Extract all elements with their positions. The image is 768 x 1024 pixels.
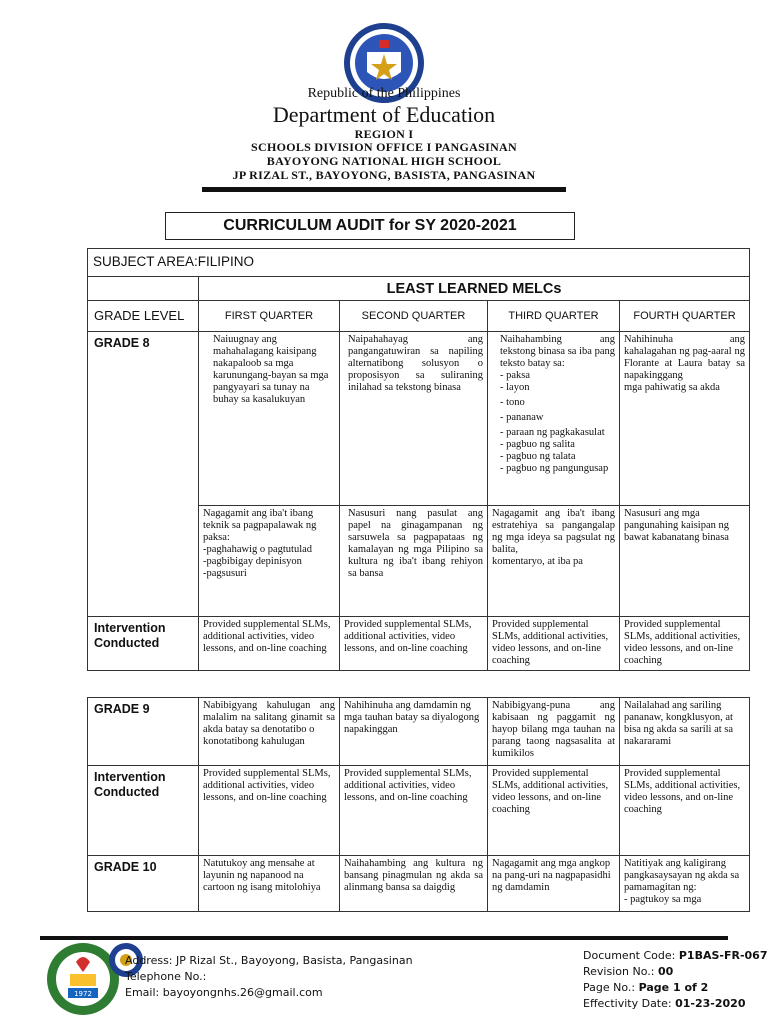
header-rule <box>202 187 566 192</box>
division-text: SCHOOLS DIVISION OFFICE I PANGASINAN <box>251 140 517 154</box>
grade8-q2-cell-2: Nasusuri nang pasulat ang papel na ginagampanan ng sarsuwela sa pagpapataas ng kamalayan ng mga Pilipino sa kultura ng iba't ibang rehiyon sa bansa <box>340 506 488 617</box>
revision-label: Revision No.: <box>583 965 655 978</box>
effectivity-value: 01-23-2020 <box>675 997 746 1010</box>
grade10-q2-cell: Naihahambing ang kultura ng bansang pinagmulan ng akda sa alinmang bansa sa daigdig <box>340 856 488 912</box>
grade10-q4-cell <box>620 856 750 912</box>
school-address: JP RIZAL ST., BAYOYONG, BASISTA, PANGASINAN <box>232 168 536 182</box>
grade9-q1-cell <box>199 698 340 766</box>
grade8-q3-intro: Naihahambing ang tekstong binasa sa iba pang teksto batay sa: <box>500 334 615 369</box>
department-title: Department of Education <box>272 102 496 127</box>
footer-address: Address: JP Rizal St., Bayoyong, Basista, Pangasinan <box>125 954 413 967</box>
quarter-header-4: FOURTH QUARTER <box>620 301 750 332</box>
grade9-q2-cell: Nahihinuha ang damdamin ng mga tauhan batay sa diyalogong napakinggan <box>340 698 488 766</box>
grade9-intervention-q1: Provided supplemental SLMs, additional activities, video lessons, and on-line coaching <box>199 766 340 856</box>
footer-telephone: Telephone No.: <box>125 970 207 983</box>
list-item: - pagbuo ng pangungusap <box>500 463 609 474</box>
grade8-q2-cell: Naipahahayag ang pangangatuwiran sa napiling alternatibong solusyon o proposisyon sa suliraning inilahad sa tekstong binasa <box>340 332 488 506</box>
grade8-q3-cell <box>488 332 620 506</box>
list-item: -pagsusuri <box>203 568 247 579</box>
grade8-q3-cell-2 <box>488 506 620 617</box>
quarter-header-1: FIRST QUARTER <box>199 301 340 332</box>
grade8-q4-cell <box>620 332 750 506</box>
footer-email: Email: bayoyongnhs.26@gmail.com <box>125 986 323 999</box>
grade9-intervention-q3: Provided supplemental SLMs, additional activities, video lessons, and on-line coaching <box>488 766 620 856</box>
grade8-q4-cell-2: Nasusuri ang mga pangunahing kaisipan ng bawat kabanatang binasa <box>620 506 750 617</box>
quarter-header-2: SECOND QUARTER <box>340 301 488 332</box>
grade9-intervention-q2: Provided supplemental SLMs, additional activities, video lessons, and on-line coaching <box>340 766 488 856</box>
subject-area: SUBJECT AREA:FILIPINO <box>88 249 750 277</box>
revision-value: 00 <box>657 965 674 978</box>
grade9-intervention-q4: Provided supplemental SLMs, additional activities, video lessons, and on-line coaching <box>620 766 750 856</box>
document-title: CURRICULUM AUDIT for SY 2020-2021 <box>165 212 575 240</box>
grade8-q3-text-2-cont: komentaryo, at iba pa <box>492 556 583 567</box>
audit-table-grade9-10 <box>87 697 750 912</box>
doc-code-value: P1BAS-FR-067 <box>678 949 768 962</box>
grade8-q1-cell-2 <box>199 506 340 617</box>
page-no-label: Page No.: <box>583 981 636 994</box>
grade10-q4-text: Natitiyak ang kaligirang pangkasaysayan ng akda sa pamamagitan ng: <box>624 858 740 893</box>
school-name: BAYOYONG NATIONAL HIGH SCHOOL <box>266 154 502 168</box>
list-item: - pagbuo ng salita <box>500 439 575 450</box>
melcs-title: LEAST LEARNED MELCs <box>199 277 750 301</box>
grade9-q1-text: Nabibigyang kahulugan ang malalim na salitang ginamit sa akda batay sa denotatibo o <box>203 700 335 735</box>
grade8-q3-text-2: Nagagamit ang iba't ibang estratehiya sa pangangalap ng mga ideya sa pagsulat ng balita, <box>492 508 615 555</box>
effectivity-label: Effectivity Date: <box>583 997 672 1010</box>
list-item: - layon <box>500 382 530 393</box>
grade8-label: GRADE 8 <box>88 332 199 617</box>
list-item: - tono <box>500 397 525 408</box>
grade10-q1-cell: Natutukoy ang mensahe at layunin ng napanood na cartoon ng isang mitolohiya <box>199 856 340 912</box>
grade9-q1-text-cont: konotatibong kahulugan <box>203 736 305 747</box>
region-text: REGION I <box>354 127 414 141</box>
grade8-q1-intro: Nagagamit ang iba't ibang teknik sa pagpapalawak ng paksa: <box>203 508 317 543</box>
grade10-q4-text-cont: - pagtukoy sa mga <box>624 894 702 905</box>
grade8-intervention-q4: Provided supplemental SLMs, additional activities, video lessons, and on-line coaching <box>620 617 750 671</box>
grade8-q1-cell: Naiuugnay ang mahahalagang kaisipang nakapaloob sa mga karunungang-bayan sa mga pangyayari sa tunay na buhay sa kasalukuyan <box>199 332 340 506</box>
republic-text: Republic of the Philippines <box>307 86 461 101</box>
grade8-q4-text-cont: mga pahiwatig sa akda <box>624 382 720 393</box>
list-item: - pagbuo ng talata <box>500 451 576 462</box>
list-item: -pagbibigay depinisyon <box>203 556 302 567</box>
grade9-label: GRADE 9 <box>88 698 199 766</box>
list-item: -paghahawig o pagtutulad <box>203 544 313 555</box>
page-no-value: Page 1 of 2 <box>638 981 709 994</box>
svg-text:1972: 1972 <box>74 990 92 998</box>
grade-level-header: GRADE LEVEL <box>88 301 199 332</box>
quarter-header-3: THIRD QUARTER <box>488 301 620 332</box>
audit-table-grade8 <box>87 248 750 671</box>
footer-contact <box>125 953 413 1001</box>
footer-rule <box>40 936 728 940</box>
doc-code-label: Document Code: <box>583 949 676 962</box>
document-control <box>583 948 767 1012</box>
list-item: - paksa <box>500 370 531 381</box>
grade9-intervention-label: Intervention Conducted <box>88 766 199 856</box>
grade9-q4-cell: Nailalahad ang sariling pananaw, kongklusyon, at bisa ng akda sa sarili at sa nakararami <box>620 698 750 766</box>
list-item: - paraan ng pagkakasulat <box>500 427 605 438</box>
grade8-intervention-label: Intervention Conducted <box>88 617 199 671</box>
grade10-label: GRADE 10 <box>88 856 199 912</box>
grade10-q3-cell: Nagagamit ang mga angkop na pang-uri na nagpapasidhi ng damdamin <box>488 856 620 912</box>
list-item: - pananaw <box>500 412 544 423</box>
grade8-q4-text: Nahihinuha ang kahalagahan ng pag-aaral ng Florante at Laura batay sa napakinggang <box>624 334 746 381</box>
grade8-intervention-q3: Provided supplemental SLMs, additional activities, video lessons, and on-line coaching <box>488 617 620 671</box>
grade9-q3-cell: Nabibigyang-puna ang kabisaan ng paggamit ng hayop bilang mga tauhan na parang taong nagsasalita at kumikilos <box>488 698 620 766</box>
grade8-intervention-q2: Provided supplemental SLMs, additional activities, video lessons, and on-line coaching <box>340 617 488 671</box>
grade8-intervention-q1: Provided supplemental SLMs, additional activities, video lessons, and on-line coaching <box>199 617 340 671</box>
